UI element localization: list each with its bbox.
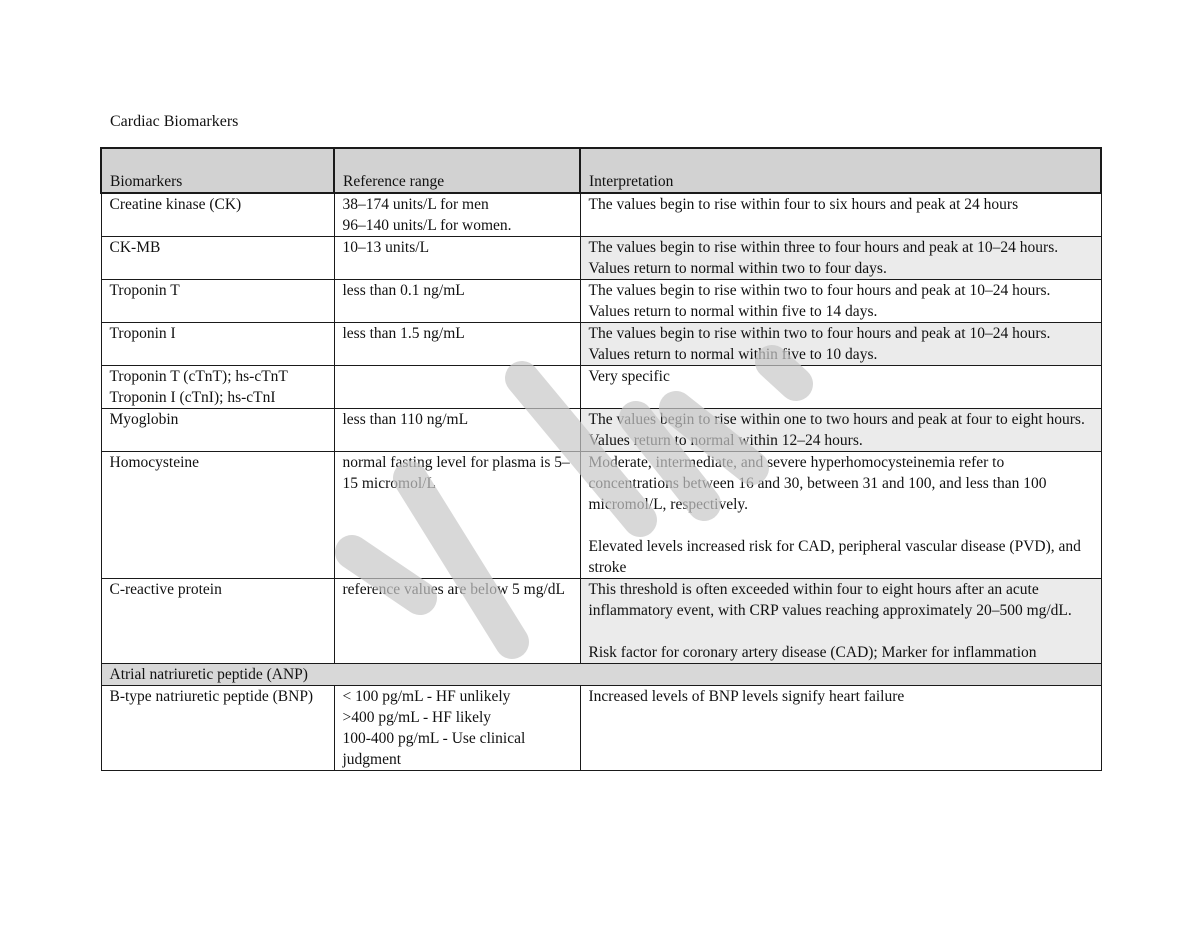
interpretation-text: The values begin to rise within two to four hours and peak at 10–24 hours. Values return to normal within five to 14 days. [588,282,1055,320]
table-row [101,323,1101,366]
biomarker-cell [101,686,334,771]
reference-range-cell [334,686,580,771]
biomarker-name: Troponin T (cTnT); hs-cTnT [109,368,288,385]
reference-range-line: less than 1.5 ng/mL [342,325,465,342]
interpretation-cell [580,366,1101,409]
biomarker-cell [101,579,334,664]
anp-cell: Atrial natriuretic peptide (ANP) [101,664,1101,686]
table-row [101,280,1101,323]
table-row [101,686,1101,771]
biomarker-name: B-type natriuretic peptide (BNP) [109,688,314,705]
interpretation-text: Elevated levels increased risk for CAD, peripheral vascular disease (PVD), and stroke [588,538,1085,576]
reference-range-line: < 100 pg/mL - HF unlikely [342,688,511,705]
reference-range-line: normal fasting level for plasma is 5–15 micromol/L [342,454,570,492]
reference-range-line: 38–174 units/L for men [342,196,489,213]
table-row [101,366,1101,409]
biomarker-name: C-reactive protein [109,581,222,598]
biomarker-cell [101,280,334,323]
table-row [101,409,1101,452]
biomarker-name: Creatine kinase (CK) [109,196,242,213]
reference-range-cell [334,579,580,664]
column-header-interpretation: Interpretation [580,148,1101,193]
reference-range-line: 100-400 pg/mL - Use clinical judgment [342,730,530,768]
interpretation-cell [580,579,1101,664]
interpretation-cell [580,237,1101,280]
interpretation-text: This threshold is often exceeded within four to eight hours after an acute inflammatory event, with CRP values reaching approximately 20–500 mg/dL. [588,581,1072,619]
interpretation-cell [580,323,1101,366]
column-header-biomarkers: Biomarkers [101,148,334,193]
table-row [101,237,1101,280]
biomarker-name: CK-MB [109,239,161,256]
reference-range-cell [334,409,580,452]
interpretation-text: Increased levels of BNP levels signify heart failure [588,688,905,705]
reference-range-line: reference values are below 5 mg/dL [342,581,565,598]
biomarker-cell [101,193,334,237]
reference-range-line: 96–140 units/L for women. [342,217,512,234]
reference-range-cell [334,237,580,280]
reference-range-line: >400 pg/mL - HF likely [342,709,492,726]
biomarker-cell [101,409,334,452]
reference-range-line: less than 0.1 ng/mL [342,282,465,299]
biomarker-name: Troponin I [109,325,176,342]
document-title: Cardiac Biomarkers [110,113,239,130]
biomarker-cell [101,452,334,579]
table-row [101,452,1101,579]
interpretation-cell [580,193,1101,237]
interpretation-text: Very specific [588,368,670,385]
interpretation-cell [580,280,1101,323]
biomarker-cell [101,323,334,366]
interpretation-text: The values begin to rise within one to two hours and peak at four to eight hours. Values return to normal within 12–24 hours. [588,411,1089,449]
interpretation-text: The values begin to rise within two to four hours and peak at 10–24 hours. Values return to normal within five to 10 days. [588,325,1055,363]
reference-range-line: less than 110 ng/mL [342,411,469,428]
interpretation-text: The values begin to rise within three to four hours and peak at 10–24 hours. Values return to normal within two to four days. [588,239,1062,277]
biomarker-name: Myoglobin [109,411,179,428]
table-row-anp [101,664,1101,686]
column-header-reference-range: Reference range [334,148,580,193]
biomarker-name: Troponin I (cTnI); hs-cTnI [109,389,276,406]
reference-range-cell [334,280,580,323]
interpretation-cell [580,409,1101,452]
reference-range-cell [334,452,580,579]
biomarker-name: Troponin T [109,282,180,299]
reference-range-cell [334,323,580,366]
table-header-row [101,148,1101,193]
table-row [101,579,1101,664]
biomarker-cell [101,237,334,280]
interpretation-text: The values begin to rise within four to six hours and peak at 24 hours [588,196,1019,213]
reference-range-line: 10–13 units/L [342,239,430,256]
interpretation-text: Risk factor for coronary artery disease (CAD); Marker for inflammation [588,644,1037,661]
biomarkers-table [100,147,1102,771]
biomarker-cell [101,366,334,409]
table-row [101,193,1101,237]
reference-range-cell [334,366,580,409]
interpretation-cell [580,686,1101,771]
interpretation-text: Moderate, intermediate, and severe hyperhomocysteinemia refer to concentrations between 16 and 30, between 31 and 100, and less than 100 micromol/L, respectively. [588,454,1051,513]
interpretation-cell [580,452,1101,579]
reference-range-cell [334,193,580,237]
biomarker-name: Homocysteine [109,454,200,471]
